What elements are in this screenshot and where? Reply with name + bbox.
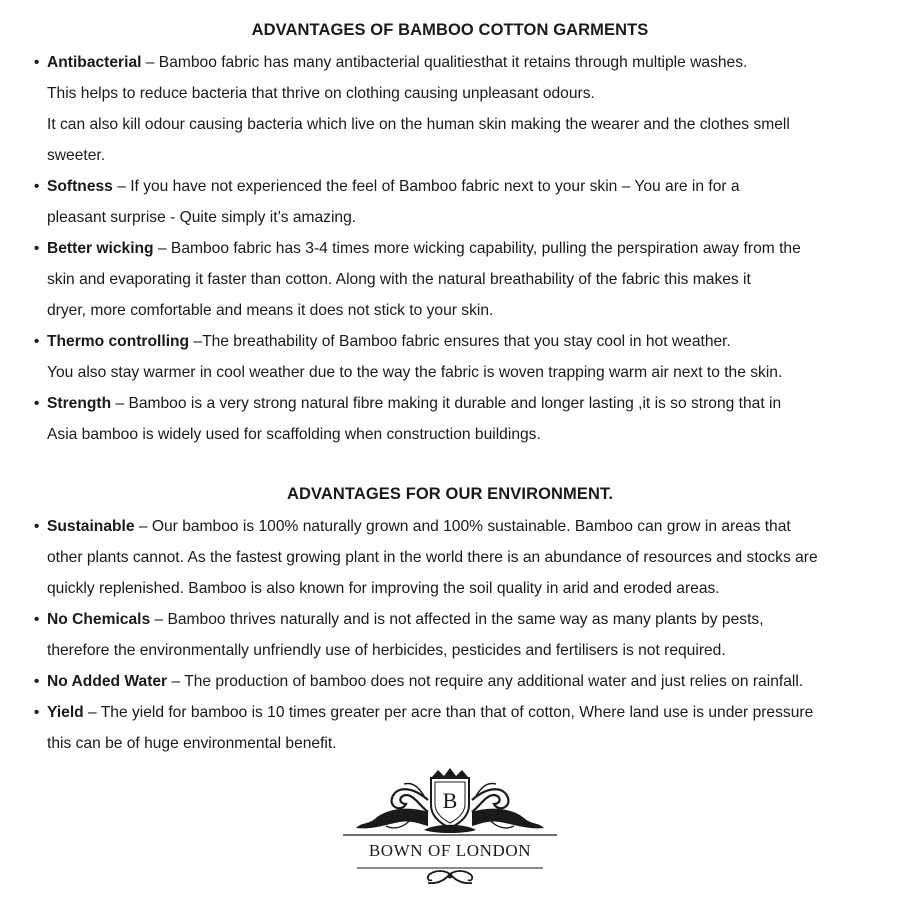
item-text: other plants cannot. As the fastest growing plant in the world there is an abundance of resources and stocks are: [47, 549, 818, 566]
item-text: quickly replenished. Bamboo is also known for improving the soil quality in arid and eroded areas.: [47, 580, 720, 597]
bullet: •: [34, 178, 40, 195]
list-item-softness: [34, 171, 882, 233]
list-item-thermo-controlling: [34, 326, 882, 388]
item-text: dryer, more comfortable and means it does not stick to your skin.: [47, 302, 494, 319]
brand-name: BOWN OF LONDON: [368, 841, 532, 860]
list-item-strength: [34, 388, 882, 450]
item-text: – The production of bamboo does not require any additional water and just relies on rainfall.: [167, 673, 804, 690]
item-text: It can also kill odour causing bacteria which live on the human skin making the wearer and the clothes smell: [47, 116, 790, 133]
item-text: – The yield for bamboo is 10 times greater per acre than that of cotton, Where land use is under pressure: [83, 704, 814, 721]
bullet: •: [34, 704, 40, 721]
list-item-no-added-water: [34, 666, 882, 697]
item-text: pleasant surprise - Quite simply it’s amazing.: [47, 209, 357, 226]
term: No Added Water: [47, 673, 168, 690]
item-text: –The breathability of Bamboo fabric ensures that you stay cool in hot weather.: [189, 333, 731, 350]
item-text: sweeter.: [47, 147, 106, 164]
list-item-yield: [34, 697, 882, 759]
list-item-sustainable: [34, 511, 882, 604]
item-text: – Bamboo fabric has 3-4 times more wicking capability, pulling the perspiration away from the: [153, 240, 801, 257]
monogram: B: [442, 788, 458, 813]
term: Better wicking: [47, 240, 154, 257]
term: Thermo controlling: [47, 333, 190, 350]
item-text: – Bamboo fabric has many antibacterial qualitiesthat it retains through multiple washes.: [141, 54, 748, 71]
brand-logo: [0, 760, 900, 900]
item-text: – Bamboo is a very strong natural fibre making it durable and longer lasting ,it is so strong that in: [111, 395, 782, 412]
item-text: this can be of huge environmental benefit.: [47, 735, 337, 752]
bullet: •: [34, 54, 40, 71]
bullet: •: [34, 611, 40, 628]
garments-heading: ADVANTAGES OF BAMBOO COTTON GARMENTS: [251, 21, 649, 39]
term: Yield: [47, 704, 84, 721]
list-item-antibacterial: [34, 47, 882, 171]
environment-heading: ADVANTAGES FOR OUR ENVIRONMENT.: [286, 485, 614, 503]
term: Strength: [47, 395, 112, 412]
bullet: •: [34, 333, 40, 350]
bullet: •: [34, 240, 40, 257]
term: Sustainable: [47, 518, 135, 535]
item-text: – If you have not experienced the feel of Bamboo fabric next to your skin – You are in for a: [112, 178, 740, 195]
bullet: •: [34, 395, 40, 412]
item-text: You also stay warmer in cool weather due to the way the fabric is woven trapping warm air next to the skin.: [47, 364, 783, 381]
item-text: – Bamboo thrives naturally and is not affected in the same way as many plants by pests,: [150, 611, 764, 628]
term: Softness: [47, 178, 113, 195]
bullet: •: [34, 673, 40, 690]
item-text: therefore the environmentally unfriendly use of herbicides, pesticides and fertilisers is not required.: [47, 642, 726, 659]
list-item-better-wicking: [34, 233, 882, 326]
item-text: This helps to reduce bacteria that thrive on clothing causing unpleasant odours.: [47, 85, 595, 102]
term: Antibacterial: [47, 54, 142, 71]
item-text: Asia bamboo is widely used for scaffolding when construction buildings.: [47, 426, 541, 443]
item-text: skin and evaporating it faster than cotton. Along with the natural breathability of the fabric this makes it: [47, 271, 751, 288]
item-text: – Our bamboo is 100% naturally grown and 100% sustainable. Bamboo can grow in areas that: [134, 518, 791, 535]
list-item-no-chemicals: [34, 604, 882, 666]
scroll-ornament-icon: [428, 871, 472, 883]
term: No Chemicals: [47, 611, 151, 628]
bullet: •: [34, 518, 40, 535]
